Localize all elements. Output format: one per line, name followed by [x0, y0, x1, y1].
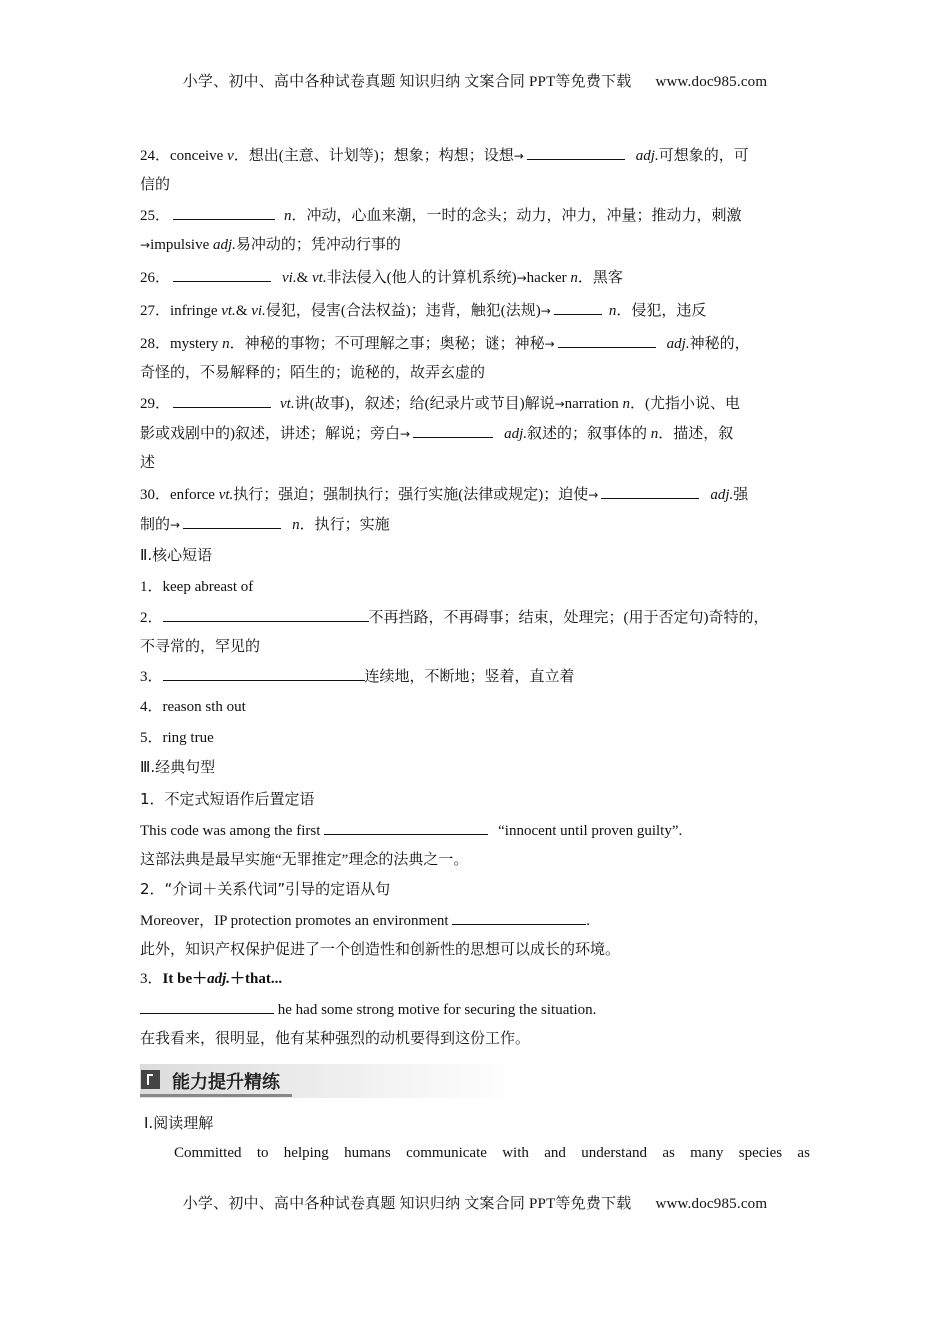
- pos-label: v: [227, 148, 234, 164]
- section-heading-sentences: Ⅲ.经典句型: [140, 758, 216, 776]
- sentence-2-english: [140, 910, 590, 931]
- sentence-heading-2: 2．“介词＋关系代词”引导的定语从句: [140, 880, 391, 898]
- phrase-item-4: 4．reason sth out: [140, 699, 246, 715]
- item-text: 28．mystery: [140, 336, 223, 352]
- item-definition: 神秘的，: [689, 336, 750, 352]
- vocab-item-25: [140, 205, 742, 226]
- pos-label: n: [570, 270, 578, 286]
- item-definition: 执行；强迫；强制执行；强行实施(法律或规定)；迫使: [233, 487, 589, 503]
- item-text: 30．enforce: [140, 487, 219, 503]
- item-definition: 叙述的；叙事体的: [526, 426, 651, 442]
- answer-blank[interactable]: [558, 333, 656, 348]
- item-text: 27．infringe: [140, 303, 222, 319]
- item-definition: 侵犯，侵害(合法权益)；违背，触犯(法规): [265, 303, 541, 319]
- pos-label: n: [292, 517, 300, 533]
- footer-url[interactable]: www.doc985.com: [655, 1196, 768, 1212]
- phrase-item-3: [140, 666, 575, 687]
- section-heading-phrases: Ⅱ.核心短语: [140, 546, 213, 564]
- pos-label: adj.: [666, 336, 690, 352]
- vocab-item-29: [140, 393, 740, 414]
- reading-heading: Ⅰ.阅读理解: [144, 1114, 214, 1132]
- arrow-icon: →: [400, 427, 411, 441]
- vocab-item-28: [140, 333, 750, 354]
- item-definition: 制的: [140, 517, 171, 533]
- item-definition: 非法侵入(他人的计算机系统): [326, 270, 517, 286]
- item-text: 29．: [140, 396, 171, 412]
- phrase-item-1: 1．keep abreast of: [140, 579, 254, 595]
- item-definition: 强: [733, 487, 749, 503]
- answer-blank[interactable]: [601, 484, 699, 499]
- pos-label: adj.: [212, 237, 236, 253]
- word: and: [544, 1145, 566, 1161]
- sentence-heading-3: [140, 969, 282, 989]
- pos-label: adj.: [207, 971, 231, 987]
- ability-banner: [140, 1064, 520, 1098]
- item-definition: 不再挡路，不再碍事；结束，处理完；(用于否定句)奇特的，: [368, 610, 769, 626]
- item-definition: ．黑客: [577, 270, 623, 286]
- item-text: 3．: [140, 971, 163, 987]
- answer-blank[interactable]: [183, 514, 281, 529]
- answer-blank[interactable]: [163, 666, 365, 681]
- word: many: [690, 1145, 724, 1161]
- arrow-icon: →: [140, 238, 151, 252]
- pos-label: vt.: [280, 396, 295, 412]
- sentence-heading-1: 1．不定式短语作后置定语: [140, 790, 315, 808]
- sentence-2-chinese: 此外，知识产权保护促进了一个创造性和创新性的思想可以成长的环境。: [140, 942, 621, 958]
- section-number-icon: [141, 1070, 160, 1089]
- amp: &: [296, 270, 313, 286]
- header-url[interactable]: www.doc985.com: [655, 74, 768, 90]
- phrase-item-2: [140, 607, 769, 628]
- item-definition: ．描述，叙: [658, 426, 734, 442]
- pos-label: vt.: [312, 270, 327, 286]
- answer-blank[interactable]: [173, 205, 275, 220]
- sentence-text: “innocent until proven guilty”.: [498, 823, 683, 839]
- pattern-text: ＋that...: [230, 971, 283, 987]
- pos-label: n: [222, 336, 230, 352]
- vocab-item-26: [140, 267, 623, 288]
- arrow-icon: →: [554, 397, 565, 411]
- word: humans: [344, 1145, 391, 1161]
- pos-label: n: [650, 426, 659, 442]
- pos-label: n: [284, 208, 292, 224]
- word: to: [256, 1145, 269, 1161]
- pos-label: vi.: [251, 303, 266, 319]
- pos-label: vt.: [221, 303, 236, 319]
- pos-label: vi.: [282, 270, 297, 286]
- phrase-item-2-cont: 不寻常的，罕见的: [140, 639, 261, 655]
- sentence-1-english: [140, 820, 682, 841]
- amp: &: [235, 303, 252, 319]
- page-header: [0, 70, 950, 91]
- answer-blank[interactable]: [324, 820, 488, 835]
- item-definition: 影或戏剧中的)叙述，讲述；解说；旁白: [140, 426, 400, 442]
- vocab-item-29-cont2: [140, 453, 155, 473]
- item-definition: 奇怪的，不易解释的；陌生的；诡秘的，故弄玄虚的: [140, 365, 486, 381]
- word: as: [662, 1145, 675, 1161]
- answer-blank[interactable]: [452, 910, 586, 925]
- banner-title: 能力提升精练: [172, 1072, 280, 1093]
- phrase-item-5: 5．ring true: [140, 730, 214, 746]
- pos-label: adj.: [504, 426, 527, 442]
- item-text: 26．: [140, 270, 171, 286]
- pos-label: n: [622, 396, 631, 412]
- vocab-item-24: [140, 145, 749, 166]
- word: with: [502, 1145, 529, 1161]
- vocab-item-30-cont: [140, 514, 390, 535]
- pos-label: n: [608, 303, 617, 319]
- sentence-text: he had some strong motive for securing the situation.: [274, 1002, 597, 1018]
- vocab-item-24-cont: [140, 175, 170, 195]
- vocab-item-25-cont: [140, 235, 401, 255]
- word: helping: [283, 1145, 329, 1161]
- sentence-text: .: [586, 913, 591, 929]
- footer-text: 小学、初中、高中各种试卷真题 知识归纳 文案合同 PPT等免费下载: [182, 1196, 632, 1212]
- derived-word: narration: [564, 396, 623, 412]
- answer-blank[interactable]: [527, 145, 625, 160]
- answer-blank[interactable]: [554, 300, 602, 315]
- page-footer: [0, 1192, 950, 1213]
- pos-label: adj.: [710, 487, 734, 503]
- word: species: [738, 1145, 783, 1161]
- word: understand: [581, 1145, 648, 1161]
- arrow-icon: →: [170, 518, 181, 532]
- derived-word: impulsive: [150, 237, 213, 253]
- pos-label: adj.: [635, 148, 659, 164]
- item-definition: ．侵犯，违反: [616, 303, 707, 319]
- answer-blank[interactable]: [173, 267, 271, 282]
- vocab-item-29-cont: [140, 423, 733, 444]
- arrow-icon: →: [588, 488, 599, 502]
- vocab-item-27: [140, 300, 706, 321]
- sentence-1-chinese: 这部法典是最早实施“无罪推定”理念的法典之一。: [140, 852, 469, 868]
- vocab-item-30: [140, 484, 748, 505]
- sentence-text: This code was among the first: [140, 823, 325, 839]
- item-text: 2．: [140, 610, 163, 626]
- banner-underline: [140, 1094, 292, 1097]
- item-definition: 讲(故事)，叙述；给(纪录片或节目)解说: [294, 396, 555, 412]
- item-definition: 连续地，不断地；竖着，直立着: [364, 669, 575, 685]
- item-definition: ．神秘的事物；不可理解之事；奥秘；谜；神秘: [229, 336, 545, 352]
- arrow-icon: →: [544, 337, 555, 351]
- item-definition: 信的: [140, 177, 171, 193]
- sentence-text: Moreover，IP protection promotes an environment: [140, 913, 453, 929]
- answer-blank[interactable]: [140, 999, 274, 1014]
- arrow-icon: →: [513, 149, 524, 163]
- item-definition: ．(尤指小说、电: [630, 396, 741, 412]
- arrow-icon: →: [516, 271, 527, 285]
- word: communicate: [406, 1145, 487, 1161]
- answer-blank[interactable]: [163, 607, 369, 622]
- item-definition: 易冲动的；凭冲动行事的: [235, 237, 401, 253]
- sentence-3-chinese: 在我看来，很明显，他有某种强烈的动机要得到这份工作。: [140, 1031, 531, 1047]
- item-definition: 述: [140, 455, 156, 471]
- pattern-text: It be＋: [162, 971, 208, 987]
- item-text: 25．: [140, 208, 171, 224]
- answer-blank[interactable]: [173, 393, 271, 408]
- item-text: 24．conceive: [140, 148, 228, 164]
- item-definition: ．想出(主意、计划等)；想象；构想；设想: [233, 148, 514, 164]
- answer-blank[interactable]: [413, 423, 493, 438]
- item-text: 3．: [140, 669, 163, 685]
- pos-label: vt.: [218, 487, 234, 503]
- arrow-icon: →: [540, 304, 551, 318]
- word: Committed: [174, 1145, 242, 1161]
- item-definition: ．冲动，心血来潮，一时的念头；动力，冲力，冲量；推动力，刺激: [291, 208, 742, 224]
- reading-paragraph-line: [140, 1143, 810, 1163]
- derived-word: hacker: [526, 270, 571, 286]
- sentence-3-english: [140, 999, 596, 1020]
- vocab-item-28-cont: [140, 363, 485, 383]
- header-text: 小学、初中、高中各种试卷真题 知识归纳 文案合同 PPT等免费下载: [182, 74, 632, 90]
- item-definition: ．执行；实施: [299, 517, 390, 533]
- item-definition: 可想象的，可: [658, 148, 749, 164]
- word: as: [797, 1145, 810, 1161]
